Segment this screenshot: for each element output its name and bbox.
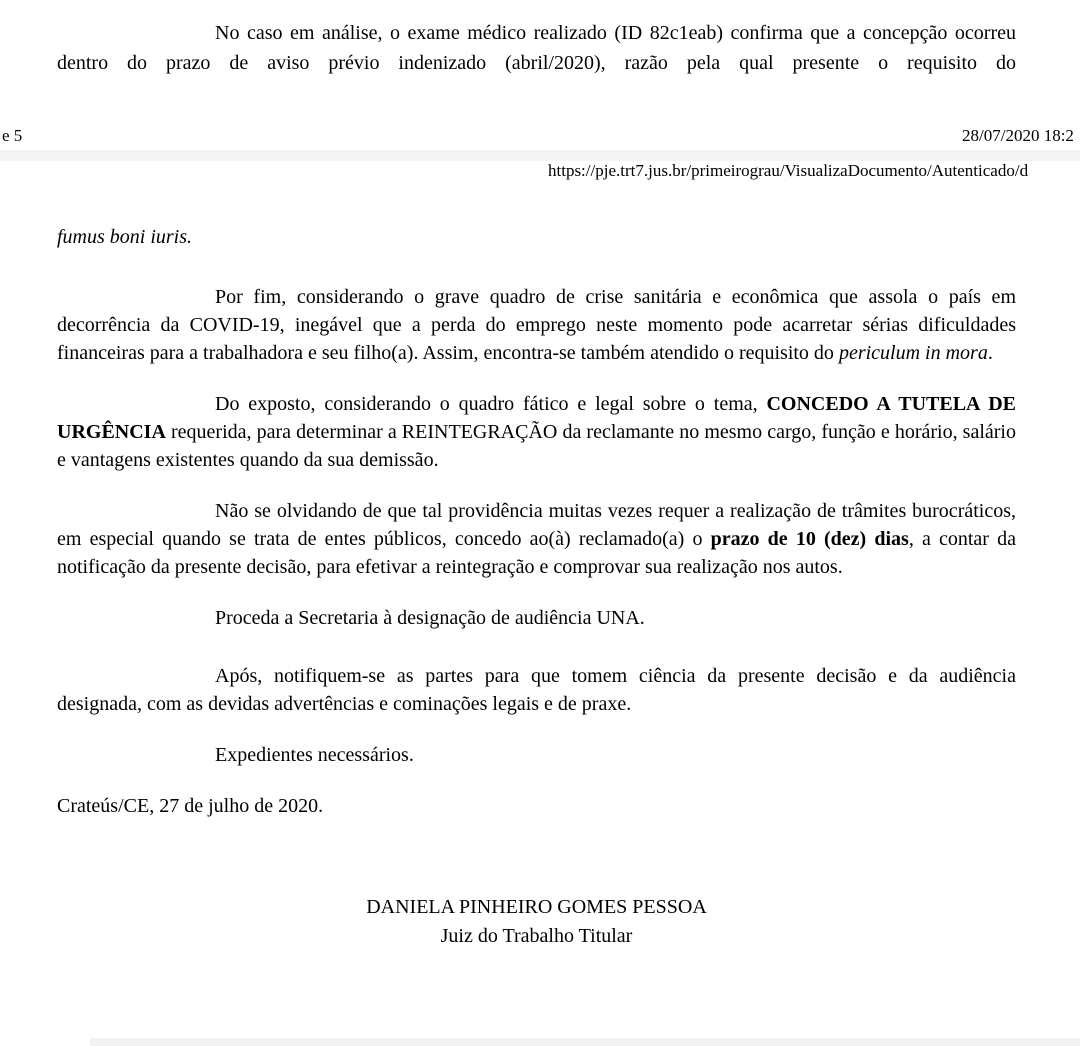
signature-block — [57, 893, 1016, 951]
print-timestamp: 28/07/2020 18:2 — [962, 126, 1074, 145]
paragraph-apos-notifiquem: Após, notifiquem-se as partes para que tomem ciência da presente decisão e da audiência designada, com as devidas advertências e cominações legais e de praxe. — [57, 665, 1016, 715]
paragraph-expedientes-necessarios: Expedientes necessários. — [215, 744, 414, 766]
paragraph-proceda-secretaria: Proceda a Secretaria à designação de audiência UNA. — [215, 607, 645, 629]
paragraph-prazo-reintegracao: Não se olvidando de que tal providência muitas vezes requer a realização de trâmites burocráticos, em especial quando se trata de entes públicos, concedo ao(à) reclamado(a) o prazo de 10 (dez) dias, a contar da notificação da presente decisão, para efetivar a reintegração e comprovar sua realização nos autos. — [57, 500, 1016, 578]
paragraph-por-fim: Por fim, considerando o grave quadro de crise sanitária e econômica que assola o país em decorrência da COVID-19, inegável que a perda do emprego neste momento pode acarretar sérias dificuldades financeiras para a trabalhadora e seu filho(a). Assim, encontra-se também atendido o requisito do periculum in mora. — [57, 286, 1016, 364]
bottom-page-divider — [90, 1038, 1080, 1046]
page-break-divider — [0, 150, 1080, 161]
dateline: Crateús/CE, 27 de julho de 2020. — [57, 795, 324, 817]
paragraph-top-fragment: No caso em análise, o exame médico realizado (ID 82c1eab) confirma que a concepção ocorreu dentro do prazo de aviso prévio indenizado (abril/2020), razão pela qual presente o requisito do — [57, 22, 1016, 74]
paragraph-concedo-tutela-urgencia: Do exposto, considerando o quadro fático e legal sobre o tema, CONCEDO A TUTELA DE URGÊNCIA requerida, para determinar a REINTEGRAÇÃO da reclamante no mesmo cargo, função e horário, salário e vantagens existentes quando da sua demissão. — [57, 393, 1016, 471]
page-number-indicator: e 5 — [2, 126, 23, 145]
signature-name: DANIELA PINHEIRO GOMES PESSOA — [366, 896, 707, 918]
paragraph-fumus-boni-iuris: fumus boni iuris. — [57, 226, 193, 248]
document-source-url: https://pje.trt7.jus.br/primeirograu/VisualizaDocumento/Autenticado/d — [548, 161, 1029, 180]
signature-role: Juiz do Trabalho Titular — [440, 925, 633, 947]
document-body — [57, 223, 1016, 951]
